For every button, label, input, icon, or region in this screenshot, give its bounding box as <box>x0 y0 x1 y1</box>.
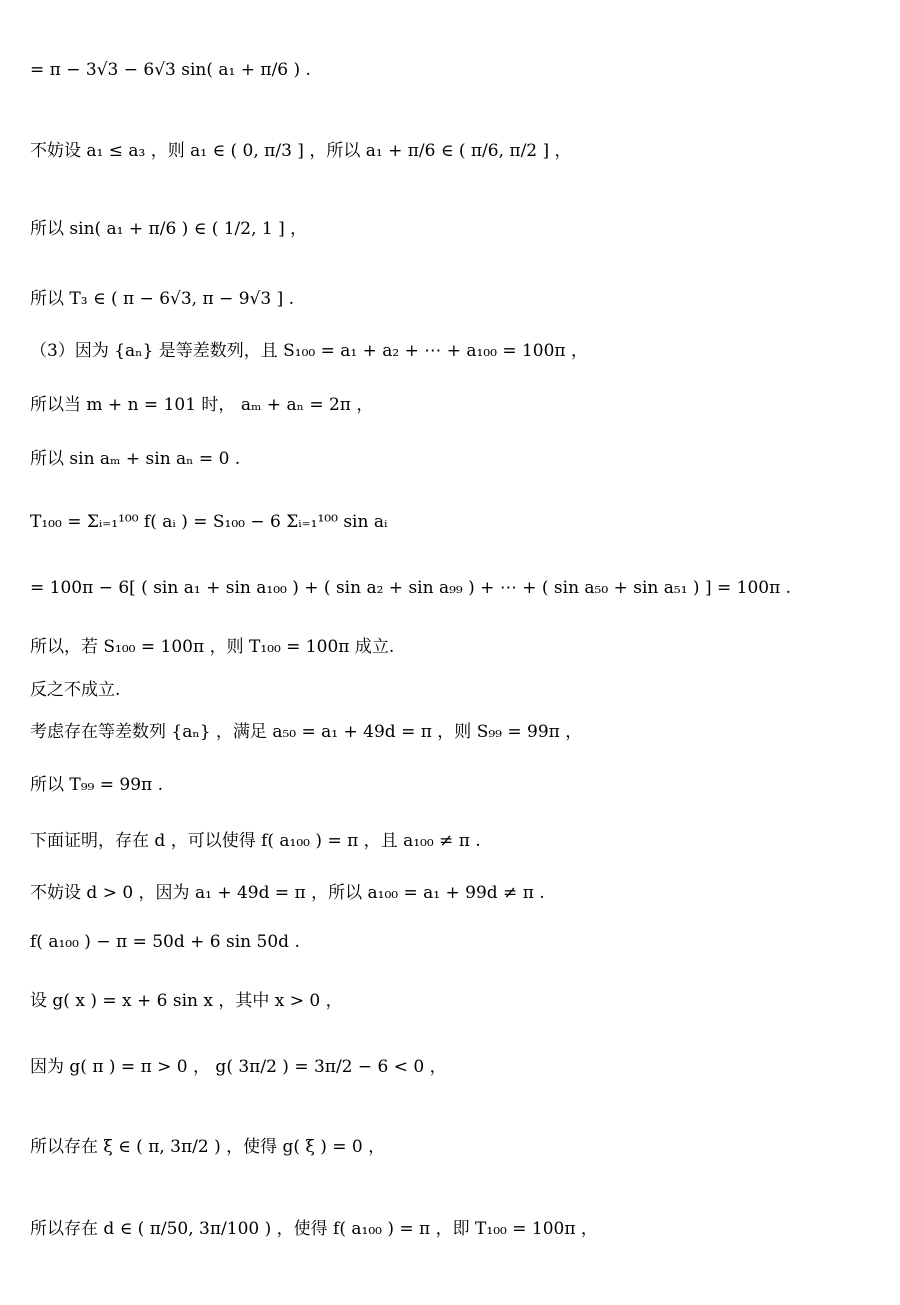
math-line-14: 下面证明，存在 d ，可以使得 f( a₁₀₀ ) = π ，且 a₁₀₀ ≠ π . <box>30 831 481 851</box>
math-line-6: 所以当 m + n = 101 时， aₘ + aₙ = 2π ， <box>30 395 374 415</box>
math-line-16: f( a₁₀₀ ) − π = 50d + 6 sin 50d . <box>30 932 300 952</box>
math-line-3: 所以 sin( a₁ + π/6 ) ∈ ( 1/2, 1 ] ， <box>30 219 308 239</box>
math-line-19: 所以存在 ξ ∈ ( π, 3π/2 ) ，使得 g( ξ ) = 0 ， <box>30 1137 386 1157</box>
math-line-11: 反之不成立. <box>30 680 121 700</box>
math-line-15: 不妨设 d > 0 ，因为 a₁ + 49d = π ，所以 a₁₀₀ = a₁ + 99d ≠ π . <box>30 883 545 903</box>
math-line-13: 所以 T₉₉ = 99π . <box>30 775 164 795</box>
math-line-18: 因为 g( π ) = π > 0 ， g( 3π/2 ) = 3π/2 − 6 < 0 ， <box>30 1057 447 1077</box>
math-line-17: 设 g( x ) = x + 6 sin x ，其中 x > 0 ， <box>30 991 343 1011</box>
math-line-12: 考虑存在等差数列 {aₙ} ，满足 a₅₀ = a₁ + 49d = π ，则 S₉₉ = 99π ， <box>30 722 583 742</box>
math-line-1: = π − 3√3 − 6√3 sin( a₁ + π/6 ) . <box>30 60 311 80</box>
math-line-7: 所以 sin aₘ + sin aₙ = 0 . <box>30 449 241 469</box>
math-line-2: 不妨设 a₁ ≤ a₃ ，则 a₁ ∈ ( 0, π/3 ] ，所以 a₁ + π/6 ∈ ( π/6, π/2 ] ， <box>30 141 572 161</box>
math-line-9: = 100π − 6[ ( sin a₁ + sin a₁₀₀ ) + ( sin a₂ + sin a₉₉ ) + ⋯ + ( sin a₅₀ + sin a₅₁ ) ] = 100π . <box>30 578 792 598</box>
math-line-10: 所以，若 S₁₀₀ = 100π ，则 T₁₀₀ = 100π 成立. <box>30 637 395 657</box>
math-line-5: （3）因为 {aₙ} 是等差数列，且 S₁₀₀ = a₁ + a₂ + ⋯ + a₁₀₀ = 100π ， <box>30 341 589 361</box>
math-line-20: 所以存在 d ∈ ( π/50, 3π/100 ) ，使得 f( a₁₀₀ ) = π ，即 T₁₀₀ = 100π ， <box>30 1219 598 1239</box>
math-line-8: T₁₀₀ = Σᵢ₌₁¹⁰⁰ f( aᵢ ) = S₁₀₀ − 6 Σᵢ₌₁¹⁰⁰ sin aᵢ <box>30 512 388 532</box>
math-line-4: 所以 T₃ ∈ ( π − 6√3, π − 9√3 ] . <box>30 289 295 309</box>
